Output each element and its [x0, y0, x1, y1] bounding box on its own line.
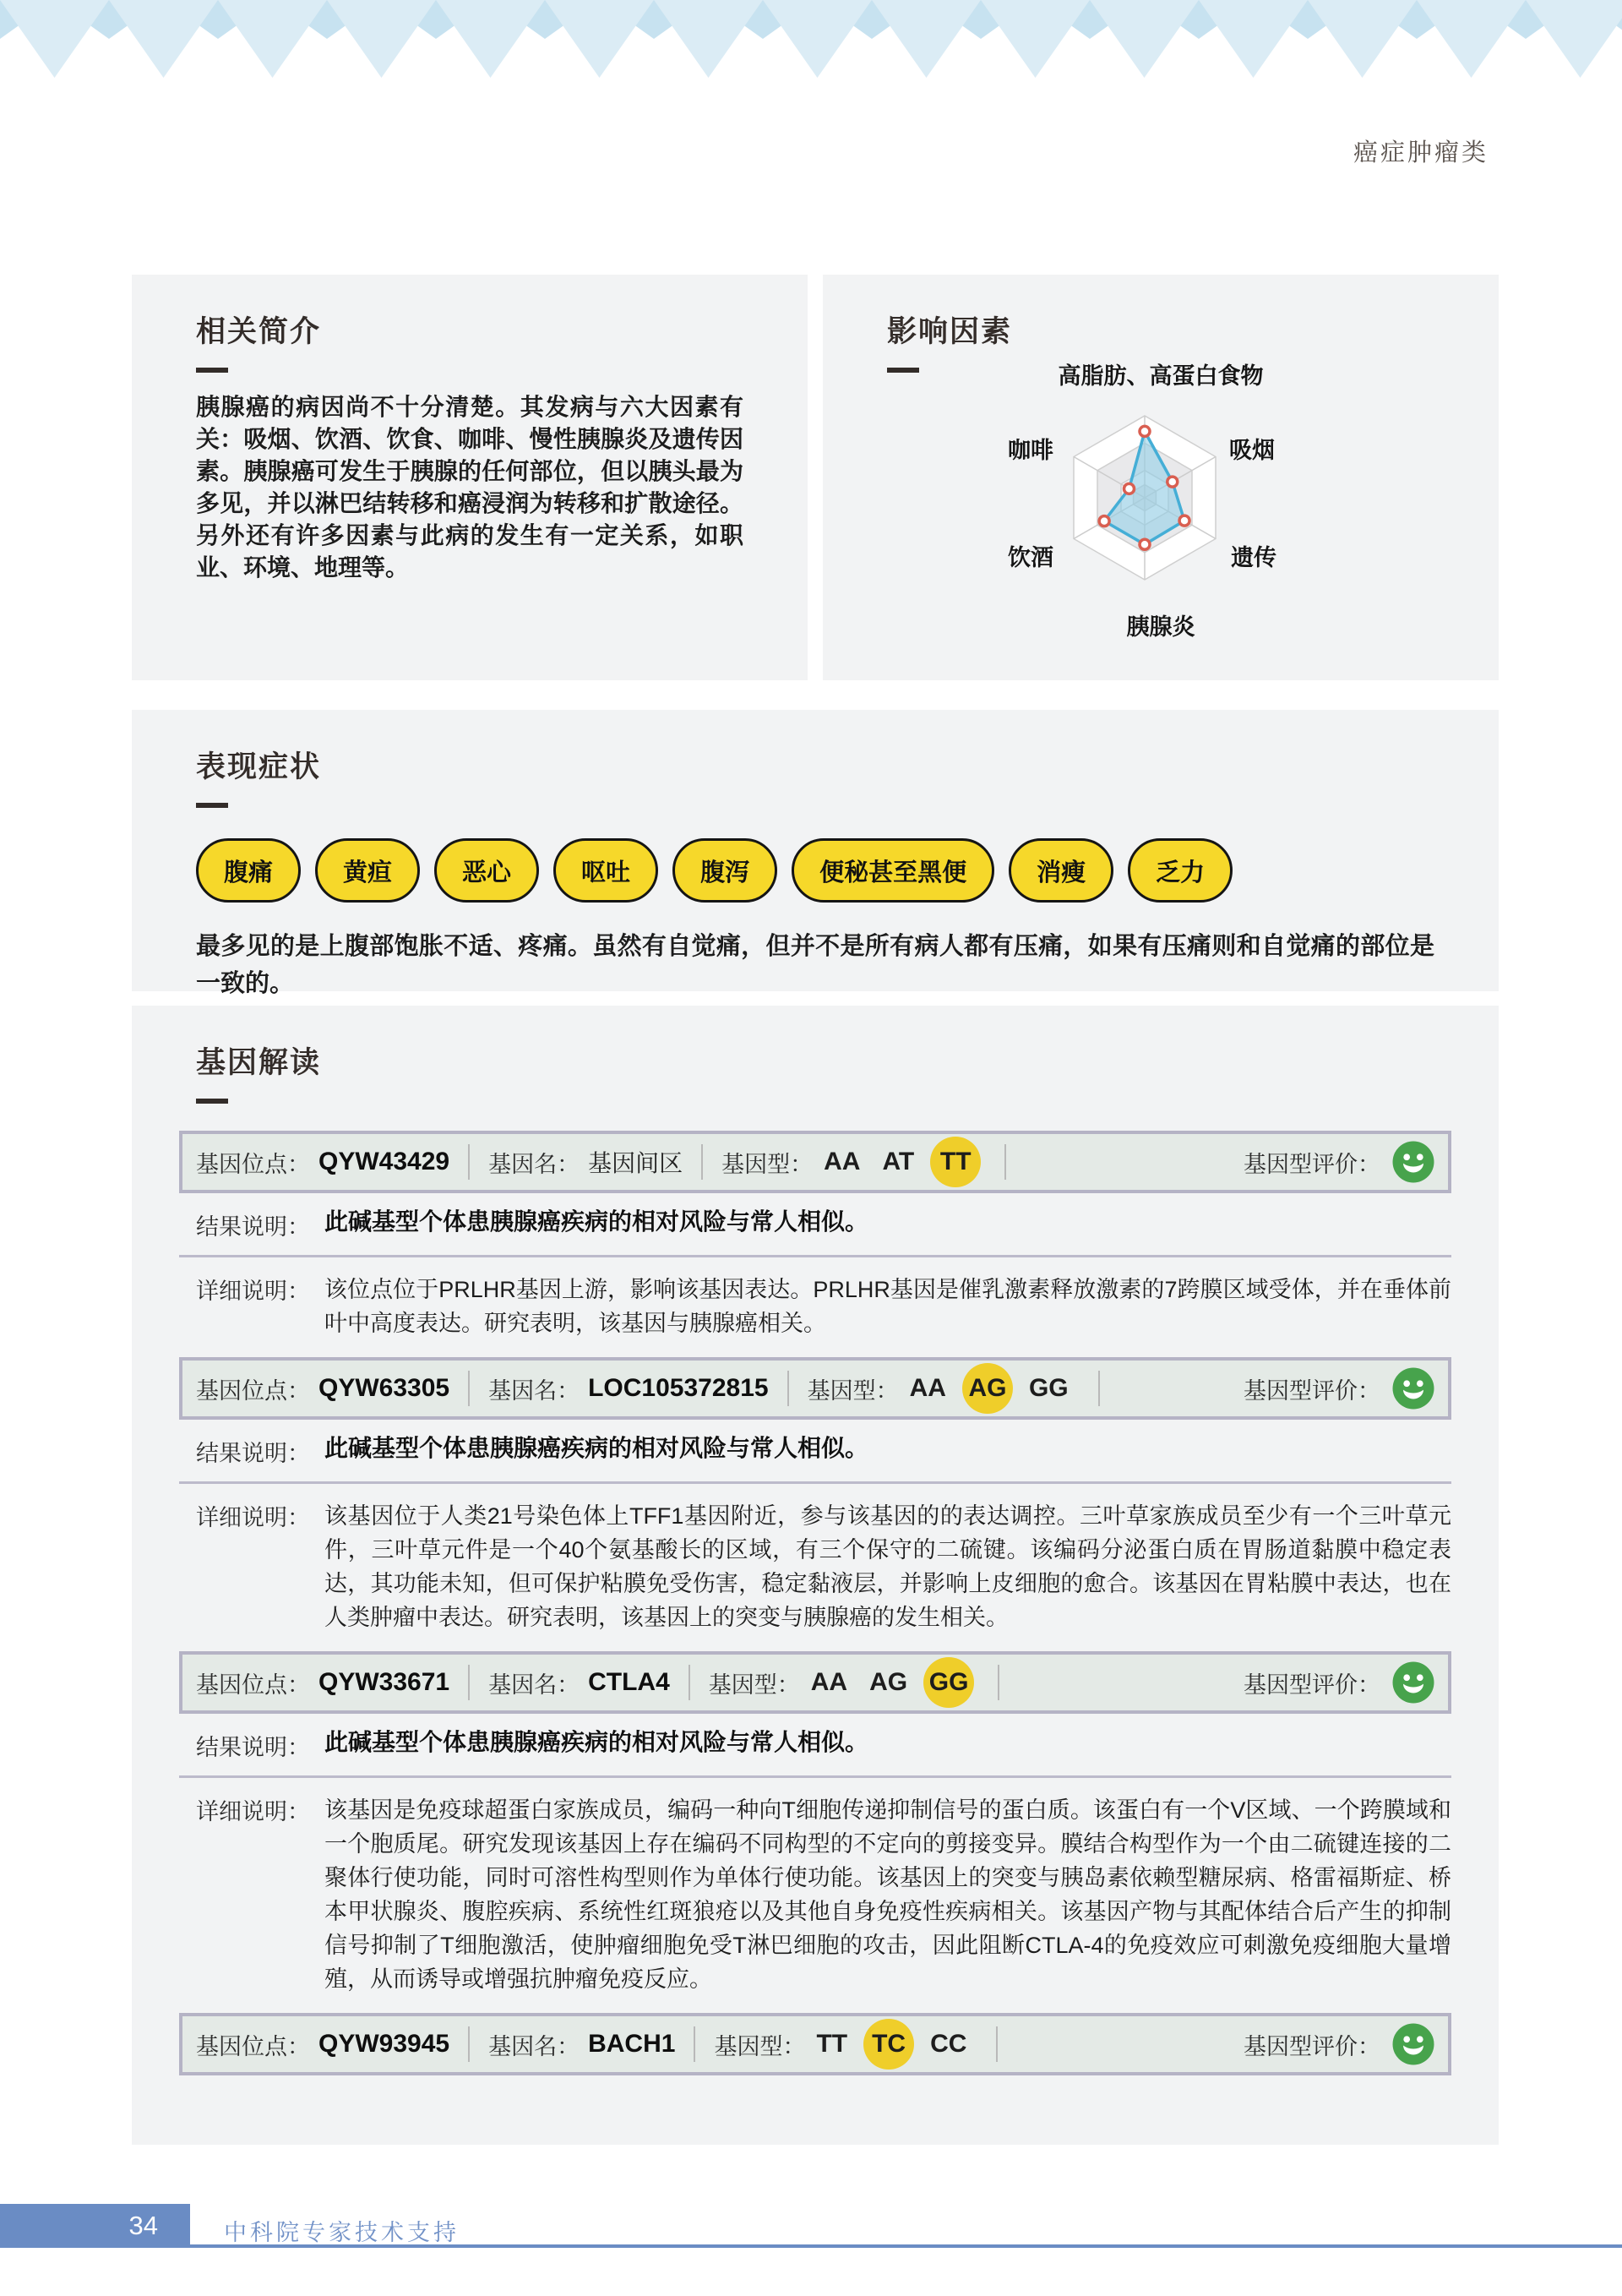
gene-name-value: LOC105372815 — [588, 1374, 769, 1402]
gene-block — [179, 2013, 1451, 2075]
result-row — [196, 1729, 1451, 1762]
genotype-option-highlighted: TC — [863, 2019, 914, 2070]
page-number-badge — [0, 2204, 190, 2248]
result-label: 结果说明： — [196, 1441, 310, 1466]
genotype-option: AT — [882, 1148, 915, 1175]
symptom-pill: 便秘甚至黑便 — [792, 838, 994, 903]
radar-chart — [1047, 400, 1243, 596]
radar-data-point — [1140, 426, 1150, 436]
genotype-option: GG — [1028, 1374, 1069, 1402]
genotype-option: AA — [909, 1374, 946, 1402]
symptom-pill: 黄疸 — [315, 838, 420, 903]
gene-block — [179, 1131, 1451, 1340]
detail-text: 该基因位于人类21号染色体上TFF1基因附近，参与该基因的的表达调控。三叶草家族成员至少有一个三叶草元件，三叶草元件是一个40个氨基酸长的区域，有三个保守的二硫键。该编码分泌蛋白质在胃肠道黏膜中稳定表达，其功能未知，但可保护粘膜免受伤害，稳定黏液层，并影响上皮细胞的愈合。该基因在胃粘膜中表达，也在人类肿瘤中表达。研究表明，该基因上的突变与胰腺癌的发生相关。 — [324, 1503, 1451, 1630]
genotype-option: AA — [810, 1668, 848, 1696]
result-row — [196, 1208, 1451, 1241]
symptom-pill: 恶心 — [434, 838, 539, 903]
intro-body: 胰腺癌的病因尚不十分清楚。其发病与六大因素有关：吸烟、饮酒、饮食、咖啡、慢性胰腺炎及遗传因素。胰腺癌可发生于胰腺的任何部位，但以胰头最为多见，并以淋巴结转移和癌浸润为转移和扩散途径。另外还有许多因素与此病的发生有一定关系，如职业、环境、地理等。 — [196, 394, 743, 581]
evaluation-label: 基因型评价： — [1244, 2033, 1380, 2059]
gene-row — [179, 1357, 1451, 1420]
gene-row — [179, 1131, 1451, 1193]
radar-data-point — [1099, 516, 1109, 526]
gene-locus-label: 基因位点： — [196, 1151, 310, 1177]
vertical-divider — [1098, 1371, 1100, 1406]
gene-locus-value: QYW63305 — [318, 1374, 450, 1402]
gene-name-label: 基因名： — [488, 1672, 580, 1698]
genotype-label: 基因型： — [807, 1377, 899, 1404]
symptoms-title: 表现症状 — [196, 750, 322, 783]
title-dash — [196, 368, 228, 373]
detail-row — [196, 1499, 1451, 1634]
smiley-good-icon — [1392, 1367, 1434, 1410]
detail-label: 详细说明： — [196, 1799, 310, 1824]
symptoms-note: 最多见的是上腹部饱胀不适、疼痛。虽然有自觉痛，但并不是所有病人都有压痛，如果有压痛则和自觉痛的部位是一致的。 — [196, 933, 1434, 997]
page-category-label: 癌症肿瘤类 — [1353, 139, 1489, 166]
vertical-divider — [701, 1144, 703, 1180]
genes-section — [132, 1006, 1499, 2145]
result-text: 此碱基型个体患胰腺癌疾病的相对风险与常人相似。 — [324, 1435, 869, 1461]
genotype-option-highlighted: GG — [923, 1657, 974, 1708]
smiley-good-icon — [1392, 1661, 1434, 1704]
symptom-pill: 腹泻 — [672, 838, 777, 903]
intro-title: 相关简介 — [196, 315, 322, 348]
title-dash — [196, 1099, 228, 1104]
genotype-options — [805, 2019, 977, 2070]
genotype-options — [800, 1657, 979, 1708]
section-divider — [179, 1255, 1451, 1257]
vertical-divider — [998, 1665, 999, 1700]
radar-axis-label: 遗传 — [1231, 545, 1276, 570]
result-label: 结果说明： — [196, 1735, 310, 1760]
smiley-good-icon — [1392, 1141, 1434, 1183]
genes-title: 基因解读 — [196, 1046, 322, 1079]
radar-data-point — [1168, 477, 1178, 487]
gene-name-label: 基因名： — [488, 1151, 580, 1177]
vertical-divider — [694, 2026, 695, 2062]
gene-name-label: 基因名： — [488, 1377, 580, 1404]
radar-data-point — [1124, 483, 1135, 494]
gene-locus-value: QYW93945 — [318, 2030, 450, 2058]
vertical-divider — [689, 1665, 690, 1700]
genotype-option: AG — [869, 1668, 908, 1696]
gene-locus-label: 基因位点： — [196, 2033, 310, 2059]
gene-block — [179, 1357, 1451, 1634]
detail-label: 详细说明： — [196, 1279, 310, 1304]
genotype-option: CC — [930, 2030, 967, 2058]
gene-name-label: 基因名： — [488, 2033, 580, 2059]
smiley-good-icon — [1392, 2023, 1434, 2065]
genotype-option: TT — [816, 2030, 848, 2058]
radar-axis-label: 咖啡 — [1008, 438, 1053, 463]
symptoms-section — [132, 710, 1499, 997]
detail-row — [196, 1793, 1451, 1996]
gene-list — [179, 1131, 1451, 2075]
symptom-pill: 消瘦 — [1009, 838, 1113, 903]
section-divider — [179, 1481, 1451, 1484]
factors-section — [823, 275, 1499, 680]
gene-name-value: CTLA4 — [588, 1668, 670, 1696]
result-text: 此碱基型个体患胰腺癌疾病的相对风险与常人相似。 — [324, 1208, 869, 1235]
detail-text: 该基因是免疫球超蛋白家族成员，编码一种向T细胞传递抑制信号的蛋白质。该蛋白有一个V区域、一个跨膜域和一个胞质尾。研究发现该基因上存在编码不同构型的不定向的剪接变异。膜结合构型作为一个由二硫键连接的二聚体行使功能，同时可溶性构型则作为单体行使功能。该基因上的突变与胰岛素依赖型糖尿病、格雷福斯症、桥本甲状腺炎、腹腔疾病、系统性红斑狼疮以及其他自身免疫性疾病相关。该基因产物与其配体结合后产生的抑制信号抑制了T细胞激活，使肿瘤细胞免受T淋巴细胞的攻击，因此阻断CTLA-4的免疫效应可刺激免疫细胞大量增殖，从而诱导或增强抗肿瘤免疫反应。 — [324, 1797, 1451, 1992]
vertical-divider — [787, 1371, 789, 1406]
title-dash — [196, 803, 228, 808]
gene-name-value: 基因间区 — [588, 1150, 683, 1176]
radar-axis-label: 吸烟 — [1229, 438, 1275, 463]
genotype-option: AA — [824, 1148, 861, 1175]
vertical-divider — [468, 1371, 470, 1406]
gene-locus-label: 基因位点： — [196, 1377, 310, 1404]
symptom-pill: 呕吐 — [553, 838, 658, 903]
symptom-pill-row — [196, 838, 1434, 903]
section-divider — [179, 1775, 1451, 1778]
genotype-option-highlighted: TT — [930, 1137, 981, 1187]
gene-row — [179, 2013, 1451, 2075]
detail-label: 详细说明： — [196, 1505, 310, 1530]
radar-axis-label: 胰腺炎 — [1126, 614, 1195, 640]
vertical-divider — [996, 2026, 998, 2062]
factors-title: 影响因素 — [887, 315, 1013, 348]
result-label: 结果说明： — [196, 1214, 310, 1240]
genotype-options — [899, 1363, 1080, 1414]
gene-name-value: BACH1 — [588, 2030, 676, 2058]
detail-text: 该位点位于PRLHR基因上游，影响该基因表达。PRLHR基因是催乳激素释放激素的7跨膜区域受体，并在垂体前叶中高度表达。研究表明，该基因与胰腺癌相关。 — [324, 1277, 1451, 1336]
genotype-label: 基因型： — [721, 1151, 814, 1177]
symptom-pill: 乏力 — [1128, 838, 1233, 903]
symptom-pill: 腹痛 — [196, 838, 301, 903]
vertical-divider — [468, 1144, 470, 1180]
gene-locus-value: QYW43429 — [318, 1148, 450, 1175]
radar-axis-label: 高脂肪、高蛋白食物 — [1058, 363, 1264, 389]
evaluation-label: 基因型评价： — [1244, 1672, 1380, 1698]
gene-locus-value: QYW33671 — [318, 1668, 450, 1696]
genotype-label: 基因型： — [708, 1672, 800, 1698]
genotype-option-highlighted: AG — [962, 1363, 1013, 1414]
argyle-banner — [0, 0, 1622, 78]
vertical-divider — [468, 1665, 470, 1700]
gene-row — [179, 1651, 1451, 1714]
vertical-divider — [1004, 1144, 1006, 1180]
gene-locus-label: 基因位点： — [196, 1672, 310, 1698]
radar-axis-label: 饮酒 — [1008, 545, 1053, 570]
radar-data-point — [1179, 515, 1189, 526]
page-number: 34 — [128, 2211, 158, 2240]
intro-section — [132, 275, 808, 680]
radar-data-point — [1140, 539, 1150, 549]
evaluation-label: 基因型评价： — [1244, 1151, 1380, 1177]
genotype-label: 基因型： — [714, 2033, 806, 2059]
gene-block — [179, 1651, 1451, 1996]
genotype-options — [813, 1137, 986, 1187]
result-text: 此碱基型个体患胰腺癌疾病的相对风险与常人相似。 — [324, 1729, 869, 1755]
vertical-divider — [468, 2026, 470, 2062]
detail-row — [196, 1273, 1451, 1340]
footer-credit: 中科院专家技术支持 — [224, 2220, 460, 2245]
evaluation-label: 基因型评价： — [1244, 1377, 1380, 1404]
result-row — [196, 1435, 1451, 1468]
